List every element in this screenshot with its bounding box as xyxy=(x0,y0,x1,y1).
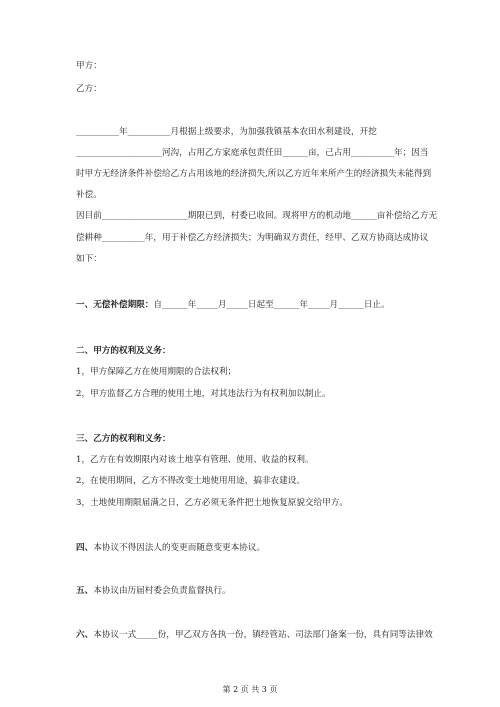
section-3-item: 3，土地使用期限届满之日，乙方必须无条件把土地恢复原貌交给甲方。 xyxy=(76,498,348,508)
party-b-label: 乙方： xyxy=(76,84,102,94)
section-6-number: 六、 xyxy=(76,630,94,640)
section-3-item: 1，乙方在有效期限内对该土地享有管理、使用、收益的权利。 xyxy=(76,455,314,465)
section-2-item: 2，甲方监督乙方合理的使用土地，对其违法行为有权利加以制止。 xyxy=(76,389,331,399)
section-4-text: 本协议不得因法人的变更而随意变更本协议。 xyxy=(93,543,266,553)
section-2-item: 1，甲方保障乙方在使用期限的合法权利； xyxy=(76,367,237,377)
section-1-title: 一、无偿补偿期限： xyxy=(76,300,154,310)
intro-line: 偿耕种__________年，用于补偿乙方经济损失；为明确双方责任，经甲、乙双方协商达成协议 xyxy=(76,233,429,243)
intro-line: 补偿。 xyxy=(76,190,102,200)
section-6-text: 本协议一式_____份，甲乙双方各执一份，镇经管站、司法部门备案一份，具有同等法律效 xyxy=(93,630,433,640)
section-1-text: 自______年_____月_____日起至______年_____月______日止。 xyxy=(153,300,390,310)
section-3-item: 2，在使用期间，乙方不得改变土地使用用途，搞非农建设。 xyxy=(76,476,305,486)
section-3-title: 三、乙方的权利和义务： xyxy=(76,434,171,444)
party-a-label: 甲方： xyxy=(76,61,102,71)
section-4 xyxy=(76,542,265,554)
intro-line: ____________________河沟，占用乙方家庭承包责任田______亩，己占用__________年；因当 xyxy=(76,148,429,158)
section-6 xyxy=(76,629,433,641)
intro-line: 如下： xyxy=(76,254,102,264)
page-footer: 第 2 页 共 3 页 xyxy=(222,685,278,694)
intro-line: __________年__________月根据上级要求，为加强我镇基本农田水利建设，开挖 xyxy=(76,127,377,137)
section-4-number: 四、 xyxy=(76,543,94,553)
section-1 xyxy=(76,299,390,311)
section-5 xyxy=(76,585,231,597)
intro-line: 因目前____________________期限已到，村委已收回。现将甲方的机动地______亩补偿给乙方无 xyxy=(76,211,437,221)
section-2-title: 二、甲方的权利及义务： xyxy=(76,346,171,356)
section-5-text: 本协议由历届村委会负责监督执行。 xyxy=(93,586,231,596)
intro-line: 时甲方无经济条件补偿给乙方占用该地的经济损失,所以乙方近年来所产生的经济损失未能得到 xyxy=(76,169,432,179)
section-5-number: 五、 xyxy=(76,586,94,596)
